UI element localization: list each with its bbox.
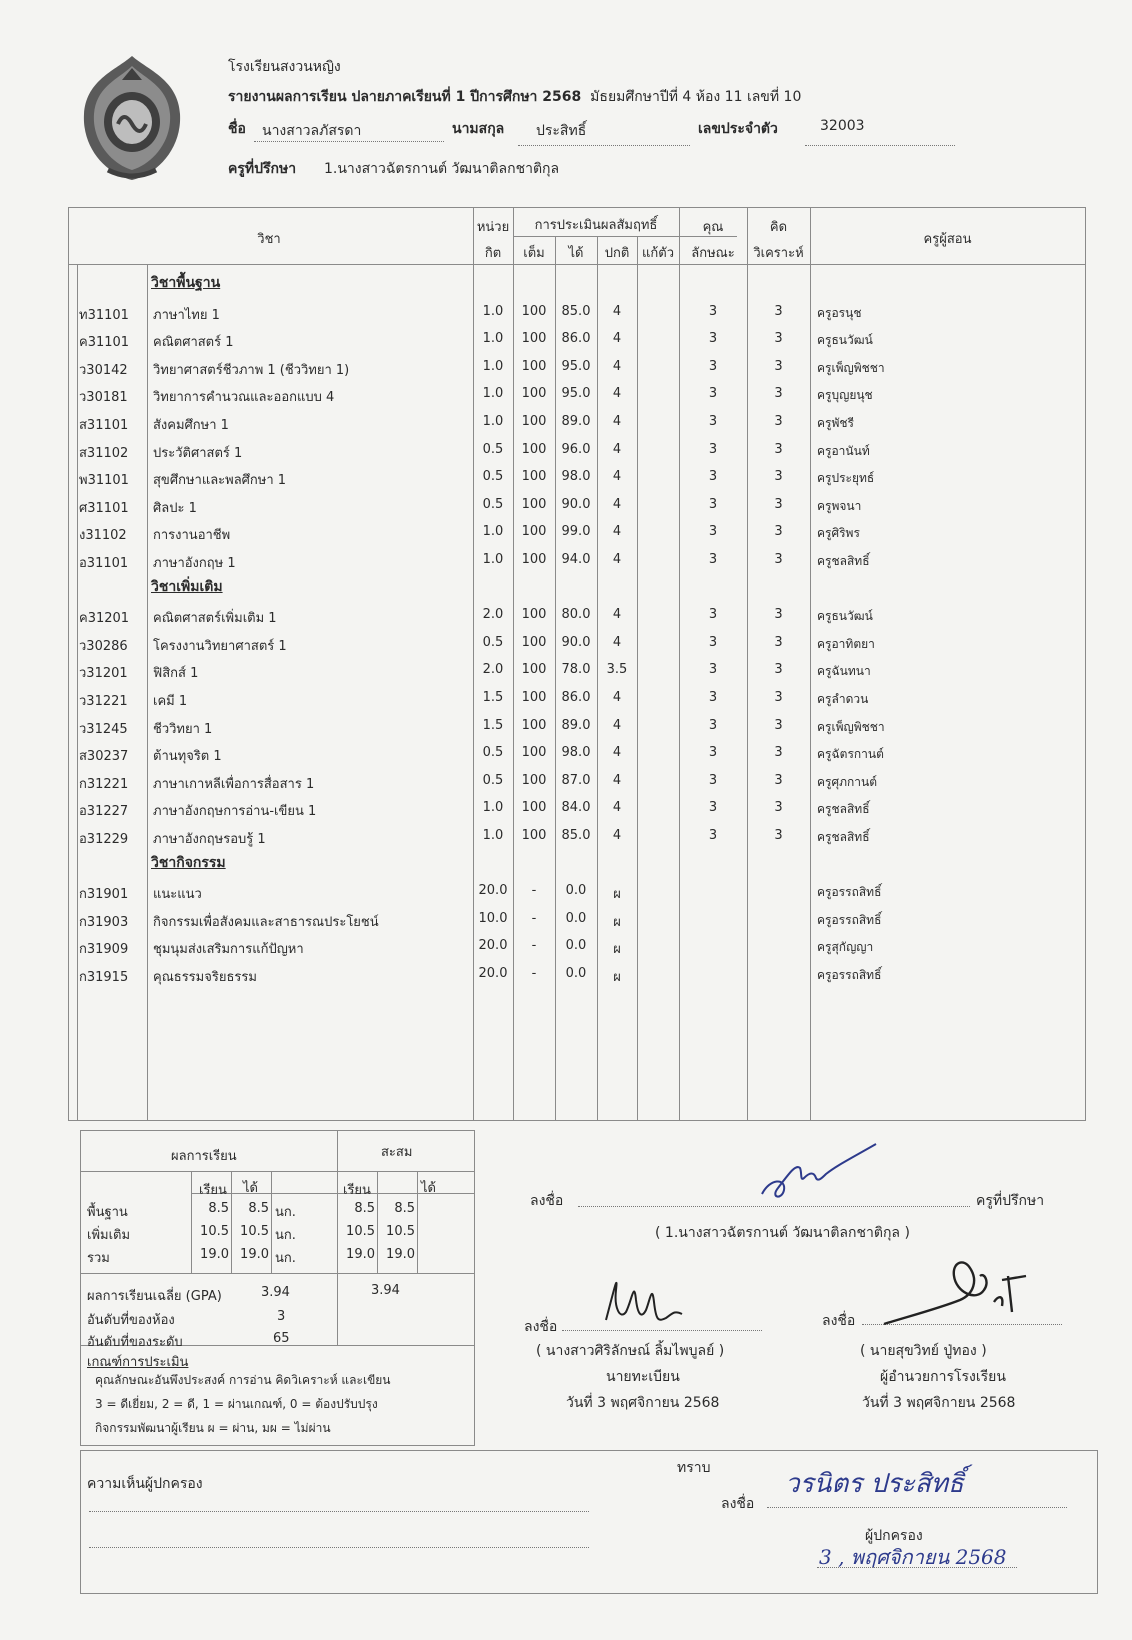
cell-credit: 2.0 [482,662,504,678]
cell-char: 3 [708,828,718,843]
cell-full: 100 [521,772,547,788]
cell-code: พ31101 [79,473,129,489]
class-rank-label: อันดับที่ของห้อง [87,1313,175,1328]
criteria-line-3: กิจกรรมพัฒนาผู้เรียน ผ = ผ่าน, มผ = ไม่ผ่าน [95,1421,331,1435]
cell-grade: 4 [612,441,622,457]
cell-code: ง31102 [79,528,127,544]
cell-full: 100 [521,331,547,347]
cell-teacher: ครูลำดวน [817,692,869,706]
cell-char: 3 [708,772,718,788]
cell-code: ว31245 [79,721,128,737]
student-surname: ประสิทธิ์ [536,123,587,139]
cell-grade: 4 [612,607,622,623]
header-credit-bottom: กิต [484,246,502,261]
cell-grade: 4 [612,496,622,512]
summary-cumulative-title: สะสม [381,1145,413,1160]
cell-teacher: ครูศิริพร [817,526,860,541]
summary-cum_got: 10.5 [386,1224,415,1239]
cell-name: โครงงานวิทยาศาสตร์ 1 [153,638,287,654]
cell-char: 3 [708,303,718,319]
parent-handwritten-date: 3 , พฤศจิกายน 2568 [819,1545,1007,1569]
cell-teacher: ครูอรรถสิทธิ์ [817,912,882,927]
cell-full: 100 [521,524,547,540]
summary-cum_study: 8.5 [354,1201,375,1216]
summary-label: รวม [87,1251,110,1266]
header-character-bottom: ลักษณะ [691,246,735,261]
director-sign-label: ลงชื่อ [822,1313,856,1329]
cell-char: 3 [708,441,718,457]
cell-score: 80.0 [561,607,591,623]
director-role: ผู้อำนวยการโรงเรียน [880,1369,1006,1385]
cell-char: 3 [708,800,718,816]
cell-full: 100 [521,496,547,512]
cell-think: 3 [774,717,783,733]
cell-code: ว30181 [79,390,128,406]
cell-think: 3 [774,303,783,319]
cell-grade: 4 [612,331,622,347]
cell-think: 3 [774,772,783,788]
cell-name: วิทยาศาสตร์ชีวภาพ 1 (ชีววิทยา 1) [153,362,350,378]
cell-name: ศิลปะ 1 [153,500,197,516]
header-teacher: ครูผู้สอน [923,232,972,247]
cell-teacher: ครูเพ็ญพิชชา [817,360,885,375]
cell-char: 3 [708,496,718,512]
cell-code: ก31901 [79,887,129,903]
cell-score: 85.0 [561,303,591,319]
cell-teacher: ครูฉันทนา [817,664,871,679]
cell-full: 100 [521,386,547,402]
cell-grade: ผ [613,914,621,930]
cell-name: ชีววิทยา 1 [153,721,213,737]
cell-think: 3 [774,607,783,623]
cell-think: 3 [774,662,783,678]
cell-teacher: ครูศุภกานต์ [817,774,877,789]
cell-grade: 4 [612,358,622,374]
cell-teacher: ครูธนวัฒน์ [817,609,873,624]
cell-credit: 1.5 [482,690,504,705]
cell-code: ก31221 [79,776,129,792]
cell-code: ส31101 [79,418,129,433]
cell-score: 95.0 [561,386,591,402]
registrar-printed-name: ( นางสาวศิริลักษณ์ ลิ้มไพบูลย์ ) [536,1343,725,1359]
cell-credit: 1.0 [482,358,504,374]
cell-grade: 4 [612,552,622,567]
cell-credit: 0.5 [482,634,504,650]
cell-credit: 1.0 [482,303,504,319]
cell-full: 100 [521,717,547,733]
cell-full: 100 [521,800,547,816]
cell-score: 89.0 [561,717,591,733]
summary-got: 8.5 [248,1201,269,1216]
cell-teacher: ครูอาทิตยา [817,636,875,651]
registrar-date: วันที่ 3 พฤศจิกายน 2568 [566,1395,720,1411]
header-normal: ปกติ [604,246,630,261]
cell-grade: ผ [613,942,621,958]
cell-char: 3 [708,524,718,540]
cell-teacher: ครูอรรถสิทธิ์ [817,968,882,982]
cell-full: 100 [521,634,547,650]
cell-teacher: ครูอรนุช [817,305,862,320]
cell-name: ภาษาไทย 1 [153,307,220,323]
cell-grade: 3.5 [606,662,628,678]
gpa-label: ผลการเรียนเฉลี่ย (GPA) [87,1289,222,1304]
cell-score: 96.0 [561,441,591,457]
cell-credit: 10.0 [478,910,508,926]
cell-name: วิทยาการคำนวณและออกแบบ 4 [153,390,335,406]
cell-full: 100 [521,662,547,678]
cell-credit: 0.5 [482,772,504,788]
cell-char: 3 [708,386,718,402]
cell-think: 3 [774,745,783,761]
summary-study: 10.5 [200,1224,229,1239]
cell-score: 89.0 [561,414,591,429]
summary-cum_got: 8.5 [394,1201,415,1216]
cell-code: ก31903 [79,914,129,930]
cell-name: ประวัติศาสตร์ 1 [153,445,243,461]
cell-think: 3 [774,524,783,540]
cell-name: คณิตศาสตร์ 1 [153,335,234,351]
header-full: เต็ม [523,246,545,261]
cell-name: ชุมนุมส่งเสริมการแก้ปัญหา [153,942,304,958]
cell-code: ค31101 [79,335,130,351]
report-title-text: รายงานผลการเรียน ปลายภาคเรียนที่ 1 ปีการศึกษา 2568 [228,89,582,105]
cell-full: - [531,910,537,926]
cell-teacher: ครูชลสิทธิ์ [817,554,870,568]
cell-full: 100 [521,303,547,319]
cell-score: 94.0 [561,552,591,567]
level-rank-label: อันดับที่ของระดับ [87,1335,183,1350]
cell-score: 85.0 [561,828,591,843]
summary-label: พื้นฐาน [87,1205,128,1220]
cell-char: 3 [708,745,718,761]
parent-handwritten-name: วรนิตร ประสิทธิ์ [785,1469,964,1499]
cell-credit: 1.0 [482,800,504,816]
advisor-label: ครูที่ปรึกษา [228,161,297,177]
cell-grade: ผ [613,887,621,903]
cell-credit: 0.5 [482,441,504,457]
student-id: 32003 [820,118,865,134]
summary-got: 10.5 [240,1224,269,1239]
name-label: ชื่อ [228,121,246,137]
cell-char: 3 [708,717,718,733]
section-heading-additional: วิชาเพิ่มเติม [151,578,223,595]
cell-code: ส30237 [79,749,129,765]
cell-score: 99.0 [561,524,591,540]
cell-full: 100 [521,828,547,843]
summary-study: 8.5 [208,1201,229,1216]
cell-name: ภาษาเกาหลีเพื่อการสื่อสาร 1 [153,776,315,792]
cell-score: 98.0 [561,745,591,761]
student-first-name: นางสาวลภัสรดา [262,123,362,139]
student-id-label: เลขประจำตัว [698,121,778,137]
cell-code: ว30142 [79,362,128,378]
cell-code: ท31101 [79,307,129,323]
cell-code: ว30286 [79,638,128,654]
cell-code: ศ31101 [79,500,129,516]
cell-name: การงานอาชีพ [153,528,231,544]
cell-score: 0.0 [565,910,587,926]
summary-got: 19.0 [240,1247,269,1262]
school-emblem-icon [78,52,186,184]
parent-comment-label: ความเห็นผู้ปกครอง [87,1476,203,1492]
cell-credit: 1.0 [482,386,504,402]
cell-char: 3 [708,358,718,374]
summary-col-study: เรียน [199,1183,227,1198]
cell-grade: 4 [612,772,622,788]
grade-info: มัธยมศึกษาปีที่ 4 ห้อง 11 เลขที่ 10 [590,89,802,105]
cell-char: 3 [708,634,718,650]
cell-teacher: ครูฉัตรกานต์ [817,747,884,762]
cell-name: ต้านทุจริต 1 [153,749,222,765]
summary-col-got: ได้ [243,1181,258,1196]
advisor-printed-name: ( 1.นางสาวฉัตรกานต์ วัฒนาติลกชาติกุล ) [655,1225,910,1241]
cell-code: อ31229 [79,832,129,847]
cell-score: 90.0 [561,634,591,650]
cell-think: 3 [774,358,783,374]
school-name: โรงเรียนสงวนหญิง [228,59,341,75]
parent-comment-box [80,1450,1098,1594]
cell-teacher: ครูชลสิทธิ์ [817,802,870,817]
header-analytic-top: คิด [769,220,788,235]
cell-char: 3 [708,662,718,678]
cell-char: 3 [708,552,718,567]
cell-credit: 1.0 [482,331,504,347]
cell-think: 3 [774,552,783,567]
section-heading-basic: วิชาพื้นฐาน [151,275,221,291]
header-character-top: คุณ [702,220,724,235]
summary-cum-col-got: ได้ [421,1181,436,1196]
cell-think: 3 [774,496,783,512]
summary-cum_got: 19.0 [386,1247,415,1262]
summary-box [80,1130,475,1446]
cell-teacher: ครูประยุทธ์ [817,471,875,486]
cell-grade: 4 [612,690,622,705]
director-date: วันที่ 3 พฤศจิกายน 2568 [862,1395,1016,1411]
header-analytic-bottom: วิเคราะห์ [753,246,804,261]
criteria-line-1: คุณลักษณะอันพึงประสงค์ การอ่าน คิดวิเคราะห์ และเขียน [95,1373,391,1387]
cell-grade: 4 [612,717,622,733]
cell-char: 3 [708,331,718,347]
cell-score: 0.0 [565,938,587,954]
cell-name: กิจกรรมเพื่อสังคมและสาธารณประโยชน์ [153,914,379,930]
cell-think: 3 [774,800,783,816]
header-subject: วิชา [257,232,281,247]
cell-score: 98.0 [561,469,591,485]
cell-grade: 4 [612,828,622,843]
cell-char: 3 [708,469,718,485]
cell-code: อ31227 [79,804,129,820]
cell-think: 3 [774,469,783,485]
cell-name: ภาษาอังกฤษ 1 [153,556,236,571]
advisor-sign-label: ลงชื่อ [530,1193,564,1209]
cell-think: 3 [774,690,783,705]
cell-grade: ผ [613,970,621,985]
cell-credit: 1.0 [482,828,504,843]
cell-score: 0.0 [565,966,587,981]
cell-code: ว31221 [79,694,128,709]
cell-teacher: ครูชลสิทธิ์ [817,830,870,844]
cell-score: 84.0 [561,800,591,816]
cell-grade: 4 [612,634,622,650]
parent-acknowledge: ทราบ [677,1460,711,1476]
advisor-name: 1.นางสาวฉัตรกานต์ วัฒนาติลกชาติกุล [324,161,560,177]
cell-teacher: ครูอรรถสิทธิ์ [817,885,882,900]
cell-name: ฟิสิกส์ 1 [153,666,199,682]
cell-think: 3 [774,441,783,457]
cell-name: แนะแนว [153,887,202,903]
cell-char: 3 [708,690,718,705]
class-rank-value: 3 [277,1309,286,1324]
cumulative-gpa-value: 3.94 [371,1283,400,1298]
cell-code: อ31101 [79,556,129,571]
summary-study: 19.0 [200,1247,229,1262]
cell-score: 78.0 [561,662,591,678]
advisor-role: ครูที่ปรึกษา [976,1193,1045,1209]
cell-full: 100 [521,441,547,457]
summary-cum-col-study: เรียน [343,1183,371,1198]
cell-think: 3 [774,414,783,429]
cell-name: สุขศึกษาและพลศึกษา 1 [153,473,287,489]
registrar-sign-label: ลงชื่อ [524,1319,558,1335]
cell-credit: 0.5 [482,469,504,485]
cell-code: ก31909 [79,942,129,958]
registrar-signature [596,1260,696,1334]
director-signature [880,1246,1040,1336]
cell-credit: 20.0 [478,883,508,899]
header-fix: แก้ตัว [642,246,674,261]
level-rank-value: 65 [273,1331,290,1346]
cell-name: สังคมศึกษา 1 [153,418,229,433]
cell-teacher: ครูพจนา [817,498,862,513]
header-credit-top: หน่วย [476,220,510,235]
header-assessment: การประเมินผลสัมฤทธิ์ [534,218,658,233]
registrar-role: นายทะเบียน [606,1369,680,1385]
summary-results-title: ผลการเรียน [171,1149,237,1164]
cell-code: ว31201 [79,666,128,682]
cell-score: 90.0 [561,496,591,512]
report-title [228,86,801,108]
cell-full: 100 [521,414,547,429]
cell-teacher: ครูเพ็ญพิชชา [817,719,885,734]
section-heading-activity: วิชากิจกรรม [151,854,226,871]
cell-code: ค31201 [79,611,130,627]
cell-full: - [531,938,537,954]
cell-credit: 1.0 [482,524,504,540]
cell-think: 3 [774,386,783,402]
cell-teacher: ครูสุกัญญา [817,940,874,955]
criteria-title: เกณฑ์การประเมิน [87,1355,189,1370]
cell-credit: 2.0 [482,607,504,623]
cell-grade: 4 [612,414,622,429]
cell-name: คุณธรรมจริยธรรม [153,970,257,985]
cell-score: 86.0 [561,331,591,347]
cell-think: 3 [774,331,783,347]
cell-think: 3 [774,828,783,843]
cell-teacher: ครูธนวัฒน์ [817,333,873,348]
cell-teacher: ครูพัชรี [817,416,854,430]
cell-full: 100 [521,552,547,567]
cell-credit: 1.5 [482,717,504,733]
parent-sign-label: ลงชื่อ [721,1496,755,1512]
header-got: ได้ [568,246,584,261]
cell-grade: 4 [612,524,622,540]
parent-role: ผู้ปกครอง [865,1528,923,1544]
advisor-signature [756,1138,896,1208]
cell-score: 95.0 [561,358,591,374]
cell-teacher: ครูอานันท์ [817,443,870,458]
cell-full: - [531,966,537,981]
cell-full: 100 [521,607,547,623]
summary-unit: นก. [275,1205,296,1220]
cell-full: 100 [521,469,547,485]
cell-grade: 4 [612,303,622,319]
cell-code: ก31915 [79,970,129,985]
gpa-value: 3.94 [261,1285,290,1300]
cell-credit: 20.0 [478,938,508,954]
cell-grade: 4 [612,745,622,761]
cell-credit: 1.0 [482,552,504,567]
summary-cum_study: 10.5 [346,1224,375,1239]
summary-unit: นก. [275,1251,296,1266]
cell-grade: 4 [612,800,622,816]
cell-score: 0.0 [565,883,587,899]
cell-full: 100 [521,745,547,761]
cell-credit: 20.0 [478,966,508,981]
cell-think: 3 [774,634,783,650]
cell-char: 3 [708,607,718,623]
cell-credit: 0.5 [482,745,504,761]
cell-full: - [531,883,537,899]
cell-name: ภาษาอังกฤษรอบรู้ 1 [153,832,266,847]
summary-label: เพิ่มเติม [87,1228,131,1243]
summary-unit: นก. [275,1228,296,1243]
cell-name: เคมี 1 [153,694,188,709]
cell-name: ภาษาอังกฤษการอ่าน-เขียน 1 [153,804,317,820]
criteria-line-2: 3 = ดีเยี่ยม, 2 = ดี, 1 = ผ่านเกณฑ์, 0 = ต้องปรับปรุง [95,1397,378,1411]
cell-credit: 0.5 [482,496,504,512]
cell-credit: 1.0 [482,414,504,429]
cell-full: 100 [521,358,547,374]
director-printed-name: ( นายสุขวิทย์ ปู่ทอง ) [860,1343,987,1359]
cell-score: 87.0 [561,772,591,788]
summary-cum_study: 19.0 [346,1247,375,1262]
cell-grade: 4 [612,469,622,485]
surname-label: นามสกุล [452,121,505,137]
cell-full: 100 [521,690,547,705]
cell-name: คณิตศาสตร์เพิ่มเติม 1 [153,611,277,627]
grades-table [68,207,1086,1121]
cell-teacher: ครูบุญยนุช [817,388,873,403]
cell-grade: 4 [612,386,622,402]
cell-char: 3 [708,414,718,429]
cell-code: ส31102 [79,445,129,461]
cell-score: 86.0 [561,690,591,705]
